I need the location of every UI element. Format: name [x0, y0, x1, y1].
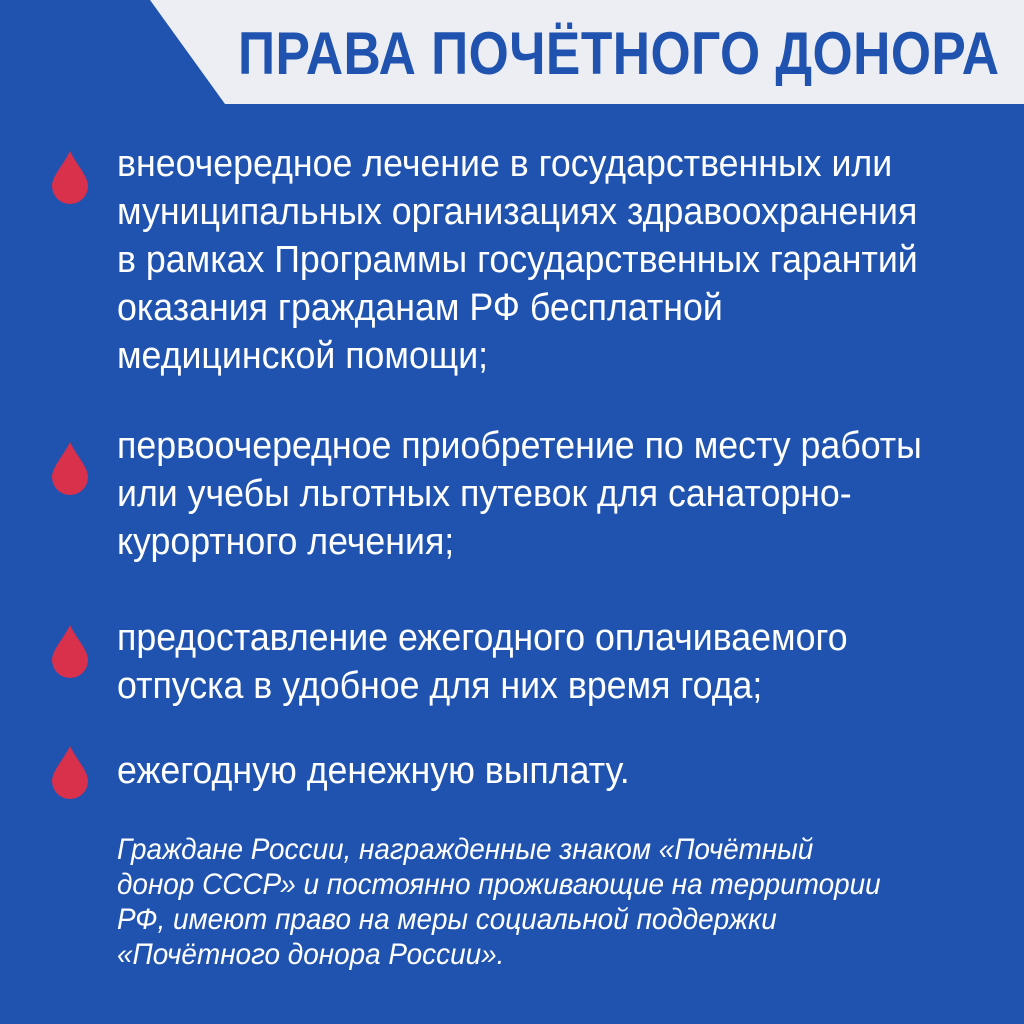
blood-drop-icon [50, 150, 90, 204]
page-title: ПРАВА ПОЧЁТНОГО ДОНОРА [238, 20, 1000, 87]
blood-drop-icon [50, 441, 90, 495]
list-item-text: предоставление ежегодного оплачиваемого отпуска в удобное для них время года; [117, 617, 848, 707]
blood-drop-icon [50, 745, 90, 799]
blood-drop-icon [50, 624, 90, 678]
list-item-text: первоочередное приобретение по месту работы или учебы льготных путевок для санаторно- курортного лечения; [117, 425, 922, 563]
footnote: Граждане России, награжденные знаком «Почётный донор СССР» и постоянно проживающие на территории РФ, имеют право на меры социальной поддержки «Почётного донора России». [117, 833, 881, 971]
list-item-text: внеочередное лечение в государственных или муниципальных организациях здравоохранения в рамках Программы государственных гарантий оказания гражданам РФ бесплатной медицинской помощи; [117, 143, 918, 377]
list-item-text: ежегодную денежную выплату. [117, 750, 630, 792]
title-banner [0, 0, 1024, 104]
